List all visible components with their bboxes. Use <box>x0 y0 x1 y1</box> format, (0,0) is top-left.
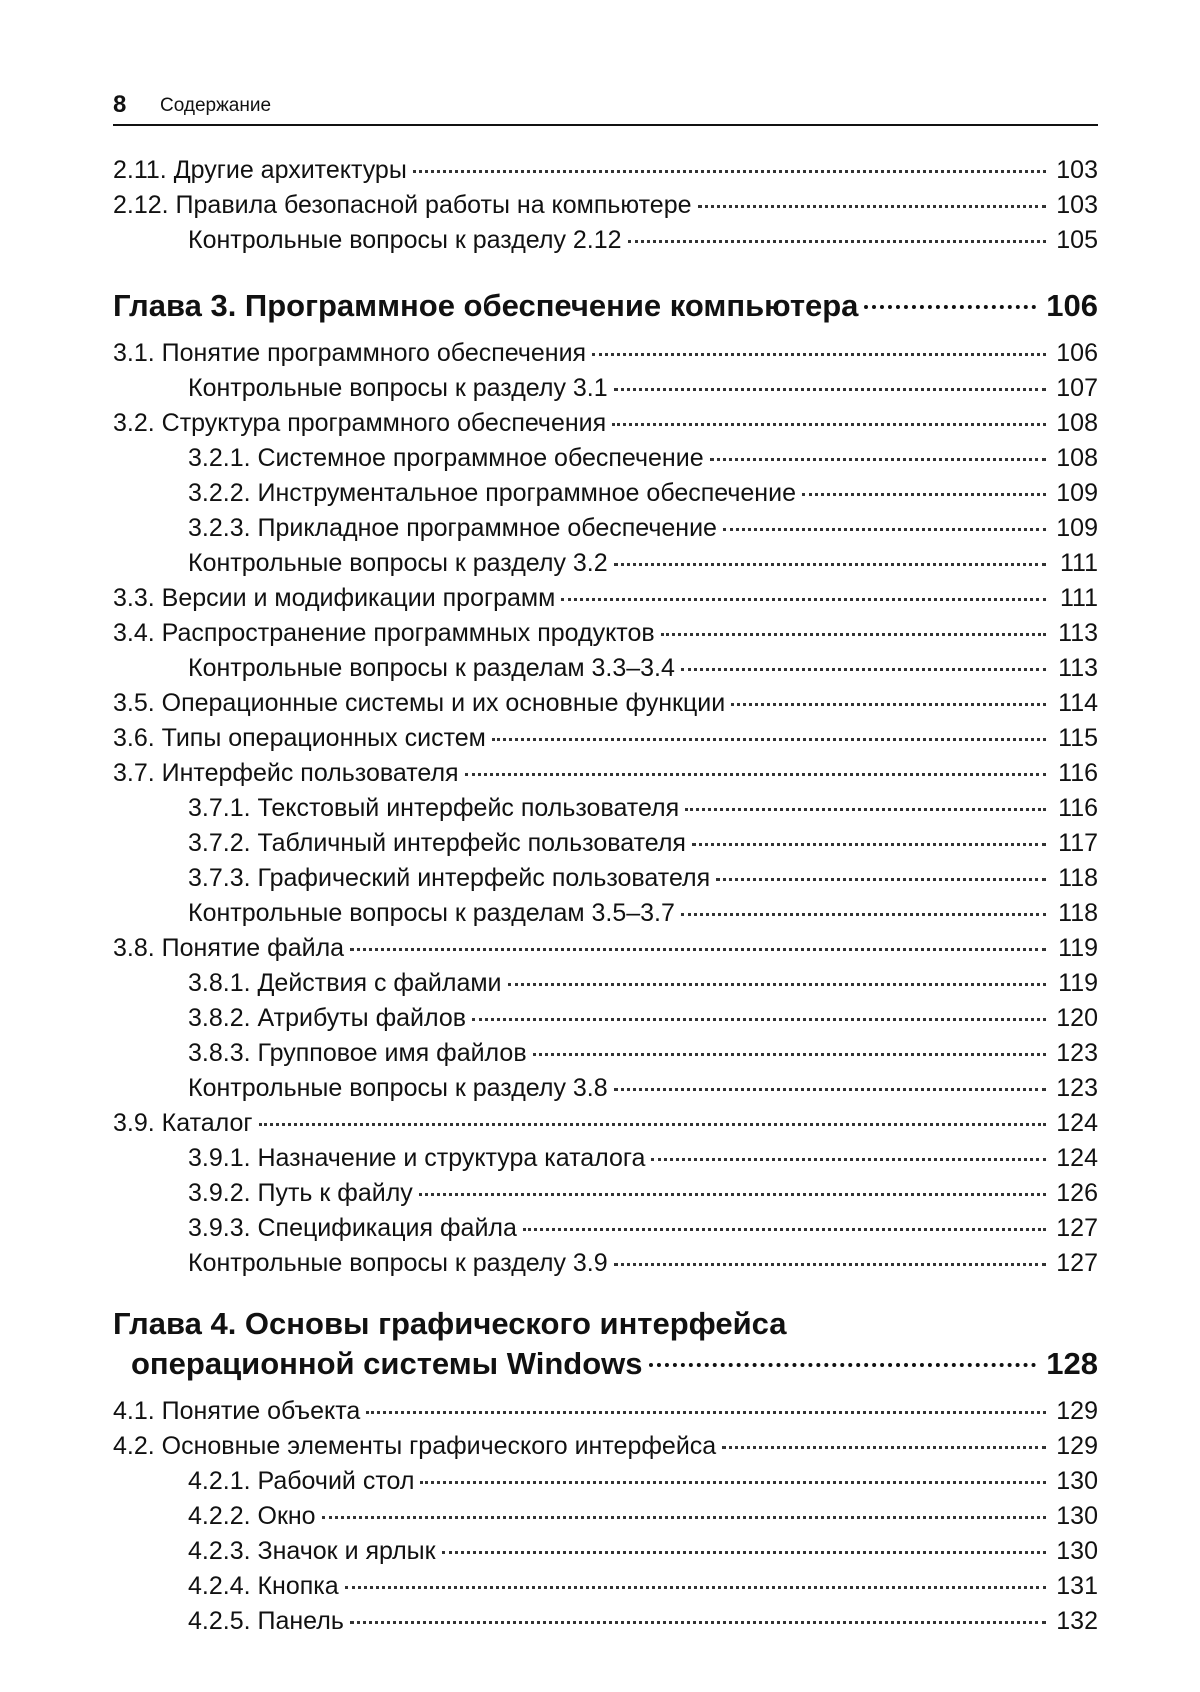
toc-entry-page: 119 <box>1058 969 1098 997</box>
toc-entry-label: 2.11. Другие архитектуры <box>113 156 407 184</box>
dot-leader <box>864 305 1036 309</box>
dot-leader <box>561 598 1046 601</box>
toc-entry-page: 127 <box>1056 1214 1098 1242</box>
toc-entry <box>113 336 1098 371</box>
toc-entry <box>188 896 1098 931</box>
dot-leader <box>731 703 1046 706</box>
toc-entry <box>188 1036 1098 1071</box>
toc-chapter-page: 128 <box>1046 1346 1098 1381</box>
dot-leader <box>681 668 1046 671</box>
toc-entry-label: 3.1. Понятие программного обеспечения <box>113 339 587 367</box>
dot-leader <box>419 1193 1046 1196</box>
toc-entry-page: 120 <box>1056 1004 1098 1032</box>
toc-entry-label: 4.2.4. Кнопка <box>188 1572 339 1600</box>
toc-entry <box>188 1246 1098 1281</box>
toc-entry <box>188 1499 1098 1534</box>
toc-entry <box>188 1569 1098 1604</box>
toc-entry <box>188 966 1098 1001</box>
toc-entry-page: 130 <box>1056 1502 1098 1530</box>
dot-leader <box>322 1516 1046 1519</box>
toc-chapter-page: 106 <box>1046 288 1098 323</box>
dot-leader <box>420 1481 1046 1484</box>
toc-entry-page: 116 <box>1058 794 1098 822</box>
toc-entry-page: 114 <box>1058 689 1098 717</box>
dot-leader <box>723 528 1046 531</box>
toc-chapter-heading-line1: Глава 4. Основы графического интерфейса <box>113 1306 787 1341</box>
toc-entry <box>113 188 1098 223</box>
toc-entry-page: 129 <box>1056 1397 1098 1425</box>
toc-entry <box>188 1001 1098 1036</box>
toc-entry <box>113 721 1098 756</box>
toc-entry-label: 3.2.1. Системное программное обеспечение <box>188 444 704 472</box>
toc-entry-page: 124 <box>1056 1144 1098 1172</box>
toc-entry-label: 3.4. Распространение программных продуктов <box>113 619 655 647</box>
dot-leader <box>698 205 1046 208</box>
toc-entry <box>188 371 1098 406</box>
dot-leader <box>681 913 1046 916</box>
toc-entry <box>188 791 1098 826</box>
toc-entry-label: 3.9.2. Путь к файлу <box>188 1179 413 1207</box>
toc-entry-label: 3.8.1. Действия с файлами <box>188 969 502 997</box>
toc-chapter-heading <box>113 286 1098 326</box>
toc-entry-label: 4.1. Понятие объекта <box>113 1397 361 1425</box>
toc-entry-label: Контрольные вопросы к разделу 3.2 <box>188 549 608 577</box>
toc-entry <box>188 1604 1098 1639</box>
dot-leader <box>722 1446 1046 1449</box>
toc-entry-page: 111 <box>1059 549 1098 577</box>
toc-entry-label: 3.7.2. Табличный интерфейс пользователя <box>188 829 686 857</box>
toc-chapter-label: Глава 3. Программное обеспечение компьютера <box>113 288 859 323</box>
toc-entry-page: 131 <box>1056 1572 1098 1600</box>
toc-entry-label: 3.7.3. Графический интерфейс пользователя <box>188 864 711 892</box>
toc-entry-label: 3.6. Типы операционных систем <box>113 724 486 752</box>
dot-leader <box>661 633 1046 636</box>
toc-entry-page: 109 <box>1056 479 1098 507</box>
toc-entry-page: 123 <box>1056 1074 1098 1102</box>
toc-entry <box>188 1464 1098 1499</box>
dot-leader <box>472 1018 1046 1021</box>
dot-leader <box>614 1263 1046 1266</box>
toc-entry <box>113 406 1098 441</box>
dot-leader <box>614 388 1046 391</box>
toc-entry-label: Контрольные вопросы к разделу 3.8 <box>188 1074 608 1102</box>
toc-entry-label: 3.9. Каталог <box>113 1109 253 1137</box>
toc-entry <box>188 546 1098 581</box>
toc-entry-page: 117 <box>1058 829 1098 857</box>
toc-entry <box>188 1071 1098 1106</box>
toc-entry-page: 119 <box>1058 934 1098 962</box>
dot-leader <box>592 353 1046 356</box>
toc-entry <box>113 616 1098 651</box>
toc-entry-page: 113 <box>1058 654 1098 682</box>
toc-entry-label: 4.2. Основные элементы графического интерфейса <box>113 1432 717 1460</box>
dot-leader <box>651 1158 1046 1161</box>
toc-entry <box>188 1534 1098 1569</box>
toc-entry-page: 118 <box>1058 864 1098 892</box>
toc-entry-page: 108 <box>1056 444 1098 472</box>
dot-leader <box>716 878 1046 881</box>
dot-leader <box>533 1053 1046 1056</box>
toc-entry-label: 3.2. Структура программного обеспечения <box>113 409 607 437</box>
toc-entry-label: 4.2.1. Рабочий стол <box>188 1467 415 1495</box>
toc-entry-page: 107 <box>1056 374 1098 402</box>
toc-entry-label: 3.8.3. Групповое имя файлов <box>188 1039 527 1067</box>
toc-entry-label: Контрольные вопросы к разделам 3.5–3.7 <box>188 899 675 927</box>
toc-entry <box>188 511 1098 546</box>
toc-entry-label: 3.7. Интерфейс пользователя <box>113 759 459 787</box>
toc-entry <box>188 1176 1098 1211</box>
toc-entry-page: 130 <box>1056 1467 1098 1495</box>
toc-entry-label: 3.2.2. Инструментальное программное обеспечение <box>188 479 796 507</box>
toc-entry-page: 115 <box>1058 724 1098 752</box>
dot-leader <box>628 240 1046 243</box>
toc-entry-page: 116 <box>1058 759 1098 787</box>
toc-entry-page: 126 <box>1056 1179 1098 1207</box>
toc-entry-label: Контрольные вопросы к разделу 3.9 <box>188 1249 608 1277</box>
toc-entry-page: 130 <box>1056 1537 1098 1565</box>
toc-entry-label: 4.2.3. Значок и ярлык <box>188 1537 436 1565</box>
toc-entry-page: 113 <box>1058 619 1098 647</box>
toc-entry-page: 106 <box>1056 339 1098 367</box>
dot-leader <box>366 1411 1046 1414</box>
toc-entry-page: 118 <box>1058 899 1098 927</box>
toc-entry-page: 111 <box>1059 584 1098 612</box>
toc-entry <box>188 1141 1098 1176</box>
dot-leader <box>685 808 1046 811</box>
dot-leader <box>413 170 1046 173</box>
toc-entry-page: 132 <box>1056 1607 1098 1635</box>
dot-leader <box>345 1586 1046 1589</box>
toc-entry <box>113 931 1098 966</box>
dot-leader <box>614 1088 1046 1091</box>
toc-entry-label: Контрольные вопросы к разделам 3.3–3.4 <box>188 654 675 682</box>
toc-entry-page: 127 <box>1056 1249 1098 1277</box>
toc-entry <box>188 476 1098 511</box>
dot-leader <box>710 458 1046 461</box>
toc-entry-label: 3.8.2. Атрибуты файлов <box>188 1004 467 1032</box>
toc-entry <box>188 441 1098 476</box>
toc-entry-label: 3.3. Версии и модификации программ <box>113 584 556 612</box>
toc-entry-label: Контрольные вопросы к разделу 2.12 <box>188 226 622 254</box>
toc-entry-label: Контрольные вопросы к разделу 3.1 <box>188 374 608 402</box>
toc-entry-page: 129 <box>1056 1432 1098 1460</box>
toc-entry-page: 109 <box>1056 514 1098 542</box>
toc-entry-label: 2.12. Правила безопасной работы на компьютере <box>113 191 692 219</box>
toc-entry <box>188 861 1098 896</box>
dot-leader <box>442 1551 1046 1554</box>
dot-leader <box>649 1363 1036 1367</box>
toc-entry <box>113 756 1098 791</box>
page-number: 8 <box>113 91 127 118</box>
toc-entry <box>113 1394 1098 1429</box>
toc-entry-page: 105 <box>1056 226 1098 254</box>
toc-entry <box>113 581 1098 616</box>
toc-entry <box>188 826 1098 861</box>
toc-entry <box>188 1211 1098 1246</box>
dot-leader <box>523 1228 1046 1231</box>
dot-leader <box>802 493 1046 496</box>
toc-entry-page: 103 <box>1056 156 1098 184</box>
dot-leader <box>692 843 1046 846</box>
toc-entry-page: 103 <box>1056 191 1098 219</box>
toc-entry-label: 3.8. Понятие файла <box>113 934 345 962</box>
toc-entry <box>188 651 1098 686</box>
toc-entry-page: 124 <box>1056 1109 1098 1137</box>
toc-chapter-heading <box>131 1344 1098 1384</box>
dot-leader <box>259 1123 1046 1126</box>
dot-leader <box>465 773 1046 776</box>
toc-entry-label: 3.2.3. Прикладное программное обеспечение <box>188 514 717 542</box>
toc-entry <box>113 1106 1098 1141</box>
toc-entry-label: 3.9.3. Спецификация файла <box>188 1214 517 1242</box>
toc-entry-label: 3.5. Операционные системы и их основные функции <box>113 689 726 717</box>
toc-entry-label: 3.7.1. Текстовый интерфейс пользователя <box>188 794 680 822</box>
toc-entry-label: 4.2.5. Панель <box>188 1607 344 1635</box>
toc-entry <box>113 1429 1098 1464</box>
toc-entry-label: 3.9.1. Назначение и структура каталога <box>188 1144 646 1172</box>
dot-leader <box>612 423 1046 426</box>
toc-entry <box>113 686 1098 721</box>
toc-entry-page: 123 <box>1056 1039 1098 1067</box>
toc-entry-page: 108 <box>1056 409 1098 437</box>
dot-leader <box>350 948 1046 951</box>
dot-leader <box>614 563 1046 566</box>
toc-entry <box>113 153 1098 188</box>
dot-leader <box>492 738 1046 741</box>
toc-entry <box>188 223 1098 258</box>
dot-leader <box>508 983 1046 986</box>
dot-leader <box>350 1621 1046 1624</box>
toc-chapter-label: операционной системы Windows <box>131 1346 643 1381</box>
running-title: Содержание <box>160 95 272 116</box>
toc-entry-label: 4.2.2. Окно <box>188 1502 316 1530</box>
